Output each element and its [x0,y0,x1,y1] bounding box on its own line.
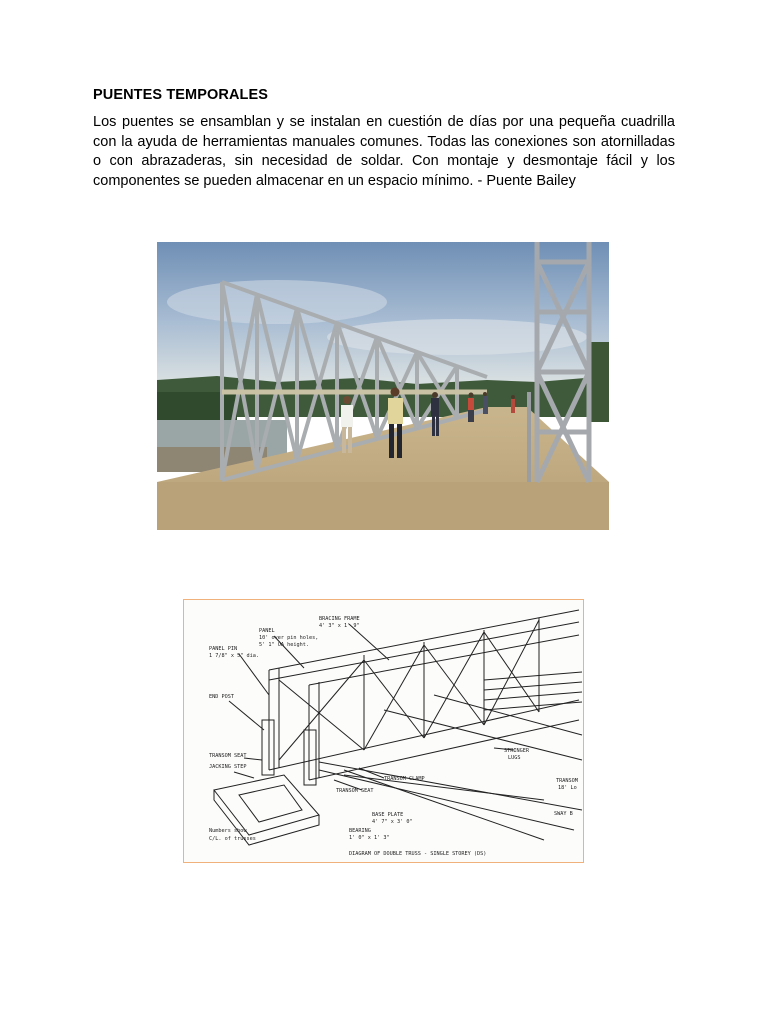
label-panel-dim2: 5' 1" OA height. [259,642,309,648]
label-base-plate: BASE PLATE [372,812,404,818]
label-sway-brace: SWAY B [554,811,573,817]
label-bracing-frame: BRACING FRAME [319,616,360,622]
label-stringer: STRINGER [504,748,529,754]
label-jacking-step: JACKING STEP [209,764,247,770]
label-trusses: C/L. of trusses [209,836,256,842]
label-panel-pin-dim: 1 7/8" x 5" dia. [209,653,259,659]
label-transom-seat: TRANSOM SEAT [336,788,374,794]
label-bracing-frame-dim: 4' 3" x 1' 9" [319,623,360,629]
label-transom-right-dim: 18' Lo [558,785,577,791]
label-end-post: END POST [209,694,234,700]
label-panel-pin: PANEL PIN [209,646,238,652]
label-bearing: BEARING [349,828,371,834]
label-panel: PANEL [259,628,275,634]
double-truss-diagram [183,599,584,863]
page-title: PUENTES TEMPORALES [93,87,269,103]
label-transom-right: TRANSOM [556,778,578,784]
label-lugs: LUGS [508,755,521,761]
bridge-photo-illustration [157,242,609,530]
bailey-bridge-photo [157,242,609,530]
label-bearing-dim: 1' 0" x 1' 3" [349,835,390,841]
truss-line-drawing [184,600,583,862]
label-transom-clamp: TRANSOM CLAMP [384,776,425,782]
diagram-caption: DIAGRAM OF DOUBLE TRUSS - SINGLE STOREY (DS) [349,851,487,857]
intro-paragraph: Los puentes se ensamblan y se instalan en cuestión de días por una pequeña cuadrilla con la ayuda de herramientas manuales comunes. Todas las conexiones son atornilladas o con abrazaderas, sin necesidad de soldar. Con montaje y desmontaje fácil y los componentes se pueden almacenar en un espacio mínimo. - Puente Bailey [93,114,675,189]
label-base-plate-dim: 4' 7" x 3' 0" [372,819,413,825]
label-panel-dim1: 10' over pin holes, [259,635,319,641]
label-numbers-show: Numbers show [209,828,247,834]
label-transom-seat-left: TRANSOM SEAT [209,753,247,759]
